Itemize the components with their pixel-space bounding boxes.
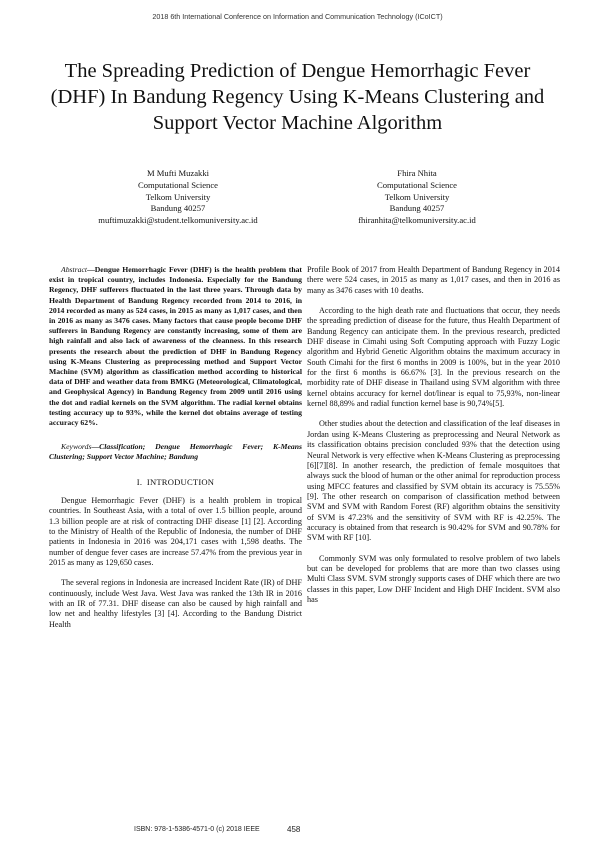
author-organization: Telkom University — [384, 191, 450, 202]
page-number: 458 — [287, 825, 301, 834]
author-city: Bandung 40257 — [150, 203, 206, 214]
abstract-text: —Dengue Hemorrhagic Fever (DHF) is the health problem that exist in tropical country, includes Indonesia. Especially for the Bandung Regency, DHF sufferers fluctuated in the last three years. Through data by Health Department of Bandung Regency recorded from 2014 to 2016, in 2014 recorded as many as 524 cases, in 2015 as many as 1,017 cases, and then in 2016 as many as 3476 cases. Many factors that cause people become DHF sufferers in Bandung Regency are constantly increasing, some of them are high rainfall and also lack of awareness of the cleanness. In this research presents the research about the prediction of DHF in Bandung Regency using K-Means Clustering as preprocessing method and Support Vector Machine (SVM) algorithm as classification method according to historical data of DHF and weather data from BMKG (Meteorological, Climatological, and Geophysical Agency) in Bandung Regency from 2009 until 2016 using the dot and radial kernels on the SVM algorithm. The radial kernel obtains testing accuracy up to 93%, while the kernel dot obtains average of testing accuracy 62%. — [49, 265, 302, 428]
body-paragraph: Commonly SVM was only formulated to resolve problem of two labels but can be developed for problems that are more than two classes using Multi Class SVM. SVM strongly supports cases of DHF which there are two classes in this paper, Low DHF Incident and High DHF Incident. SVM also has — [307, 553, 560, 604]
paper-title: The Spreading Prediction of Dengue Hemorrhagic Fever (DHF) In Bandung Regency Using K-Means Clustering and Support Vector Machine Algorithm — [50, 60, 545, 134]
footer-isbn: ISBN: 978-1-5386-4571-0 (c) 2018 IEEE — [134, 826, 260, 833]
body-paragraph: Profile Book of 2017 from Health Department of Bandung Regency in 2014 there were 524 cases, in 2015 as many as 1,017 cases, and then in 2016 as many as 3476 cases with 10 deaths. — [307, 265, 560, 295]
author-email: fhiranhita@telkomuniversity.ac.id — [358, 215, 476, 226]
author-name: Fhira Nhita — [397, 168, 437, 178]
body-paragraph: Other studies about the detection and classification of the leaf diseases in Jordan using K-Means Clustering as preprocessing and Neural Network as its classification obtains precision concluded 93% that the detection using Neural Network is very effective when K-Means Clustering as preprocessing [6][7][8]. In another research, the prediction of female mosquitoes that always suck the blood of human or the other animal for reproduction process using MFCC features and classified by SVM obtain its accuracy is 75.55% [9]. The other research on comparison of classification method between SVM and SVM with Random Forest (RF) algorithm obtains the sensitivity of SVM is 47.23% and the sensitivity of SVM with RF is 42.25%. The accuracy is obtained from that research is 90.42% for SVM and 90.78% for SVM with RF [10]. — [307, 419, 560, 543]
body-paragraph: The several regions in Indonesia are increased Incident Rate (IR) of DHF continuously, include West Java. West Java was ranked the 13th IR in 2016 with an IR of 77.31. DHF disease can also be caused by high rainfall and low net and healthy lifestyles [3] [4]. According to the Bandung District Health — [49, 578, 302, 629]
author-email: muftimuzakki@student.telkomuniversity.ac.id — [98, 215, 258, 226]
body-paragraph: According to the high death rate and fluctuations that occur, they needs the spreading prediction of disease for the future, thus Health Department of Bandung Regency can anticipate them. In the previous research, predicted DHF disease in Cimahi using Soft Computing approach with Fuzzy Logic algorithm and Hybrid Genetic Algorithm obtains the maximum accuracy in South Cimahi for the first 6 months in 2009 is 100%, but in the year 2010 for the first 6 months is 66.67% [3]. In the previous research on the morbidity rate of DHF disease in Thailand using SVM algorithm with three kernel obtains accuracy for kernel dot/linear is equal to 75,93%, non-linear kernel 88,89% and radial function kernel base is 90,74%[5]. — [307, 306, 560, 409]
author-block-1 — [58, 168, 298, 227]
section-title-initial: I — [146, 476, 150, 487]
author-city: Bandung 40257 — [389, 203, 445, 214]
right-column — [307, 265, 560, 605]
keywords — [49, 442, 302, 462]
section-number: I. — [136, 476, 143, 487]
section-heading-introduction — [49, 477, 302, 487]
keywords-label: Keywords — [61, 442, 92, 452]
section-title-rest: NTRODUCTION — [149, 476, 215, 487]
left-column — [49, 265, 302, 630]
keywords-text: —Classification; Dengue Hemorrhagic Fever; K-Means Clustering; Support Vector Machine; Bandung — [49, 442, 302, 462]
conference-header: 2018 6th International Conference on Information and Communication Technology (ICoICT) — [152, 12, 443, 21]
body-paragraph: Dengue Hemorrhagic Fever (DHF) is a health problem in tropical countries. In Southeast Asia, with a total of over 1.5 billion people, around 1.3 billion people are at risk of contracting DHF disease [1] [2]. According to the Ministry of Health of the Republic of Indonesia, the number of DHF patients in Indonesia in 2016 was 204,171 cases with 1,598 deaths. The number of dengue fever cases are increase 57.47% from the previous year in 2015 as many as 129,650 cases. — [49, 496, 302, 568]
author-block-2 — [297, 168, 537, 227]
author-organization: Telkom University — [145, 191, 211, 202]
abstract-label: Abstract — [61, 265, 88, 274]
author-department: Computational Science — [377, 179, 457, 190]
author-department: Computational Science — [138, 179, 218, 190]
author-name: M Mufti Muzakki — [146, 168, 210, 178]
abstract — [49, 265, 302, 428]
